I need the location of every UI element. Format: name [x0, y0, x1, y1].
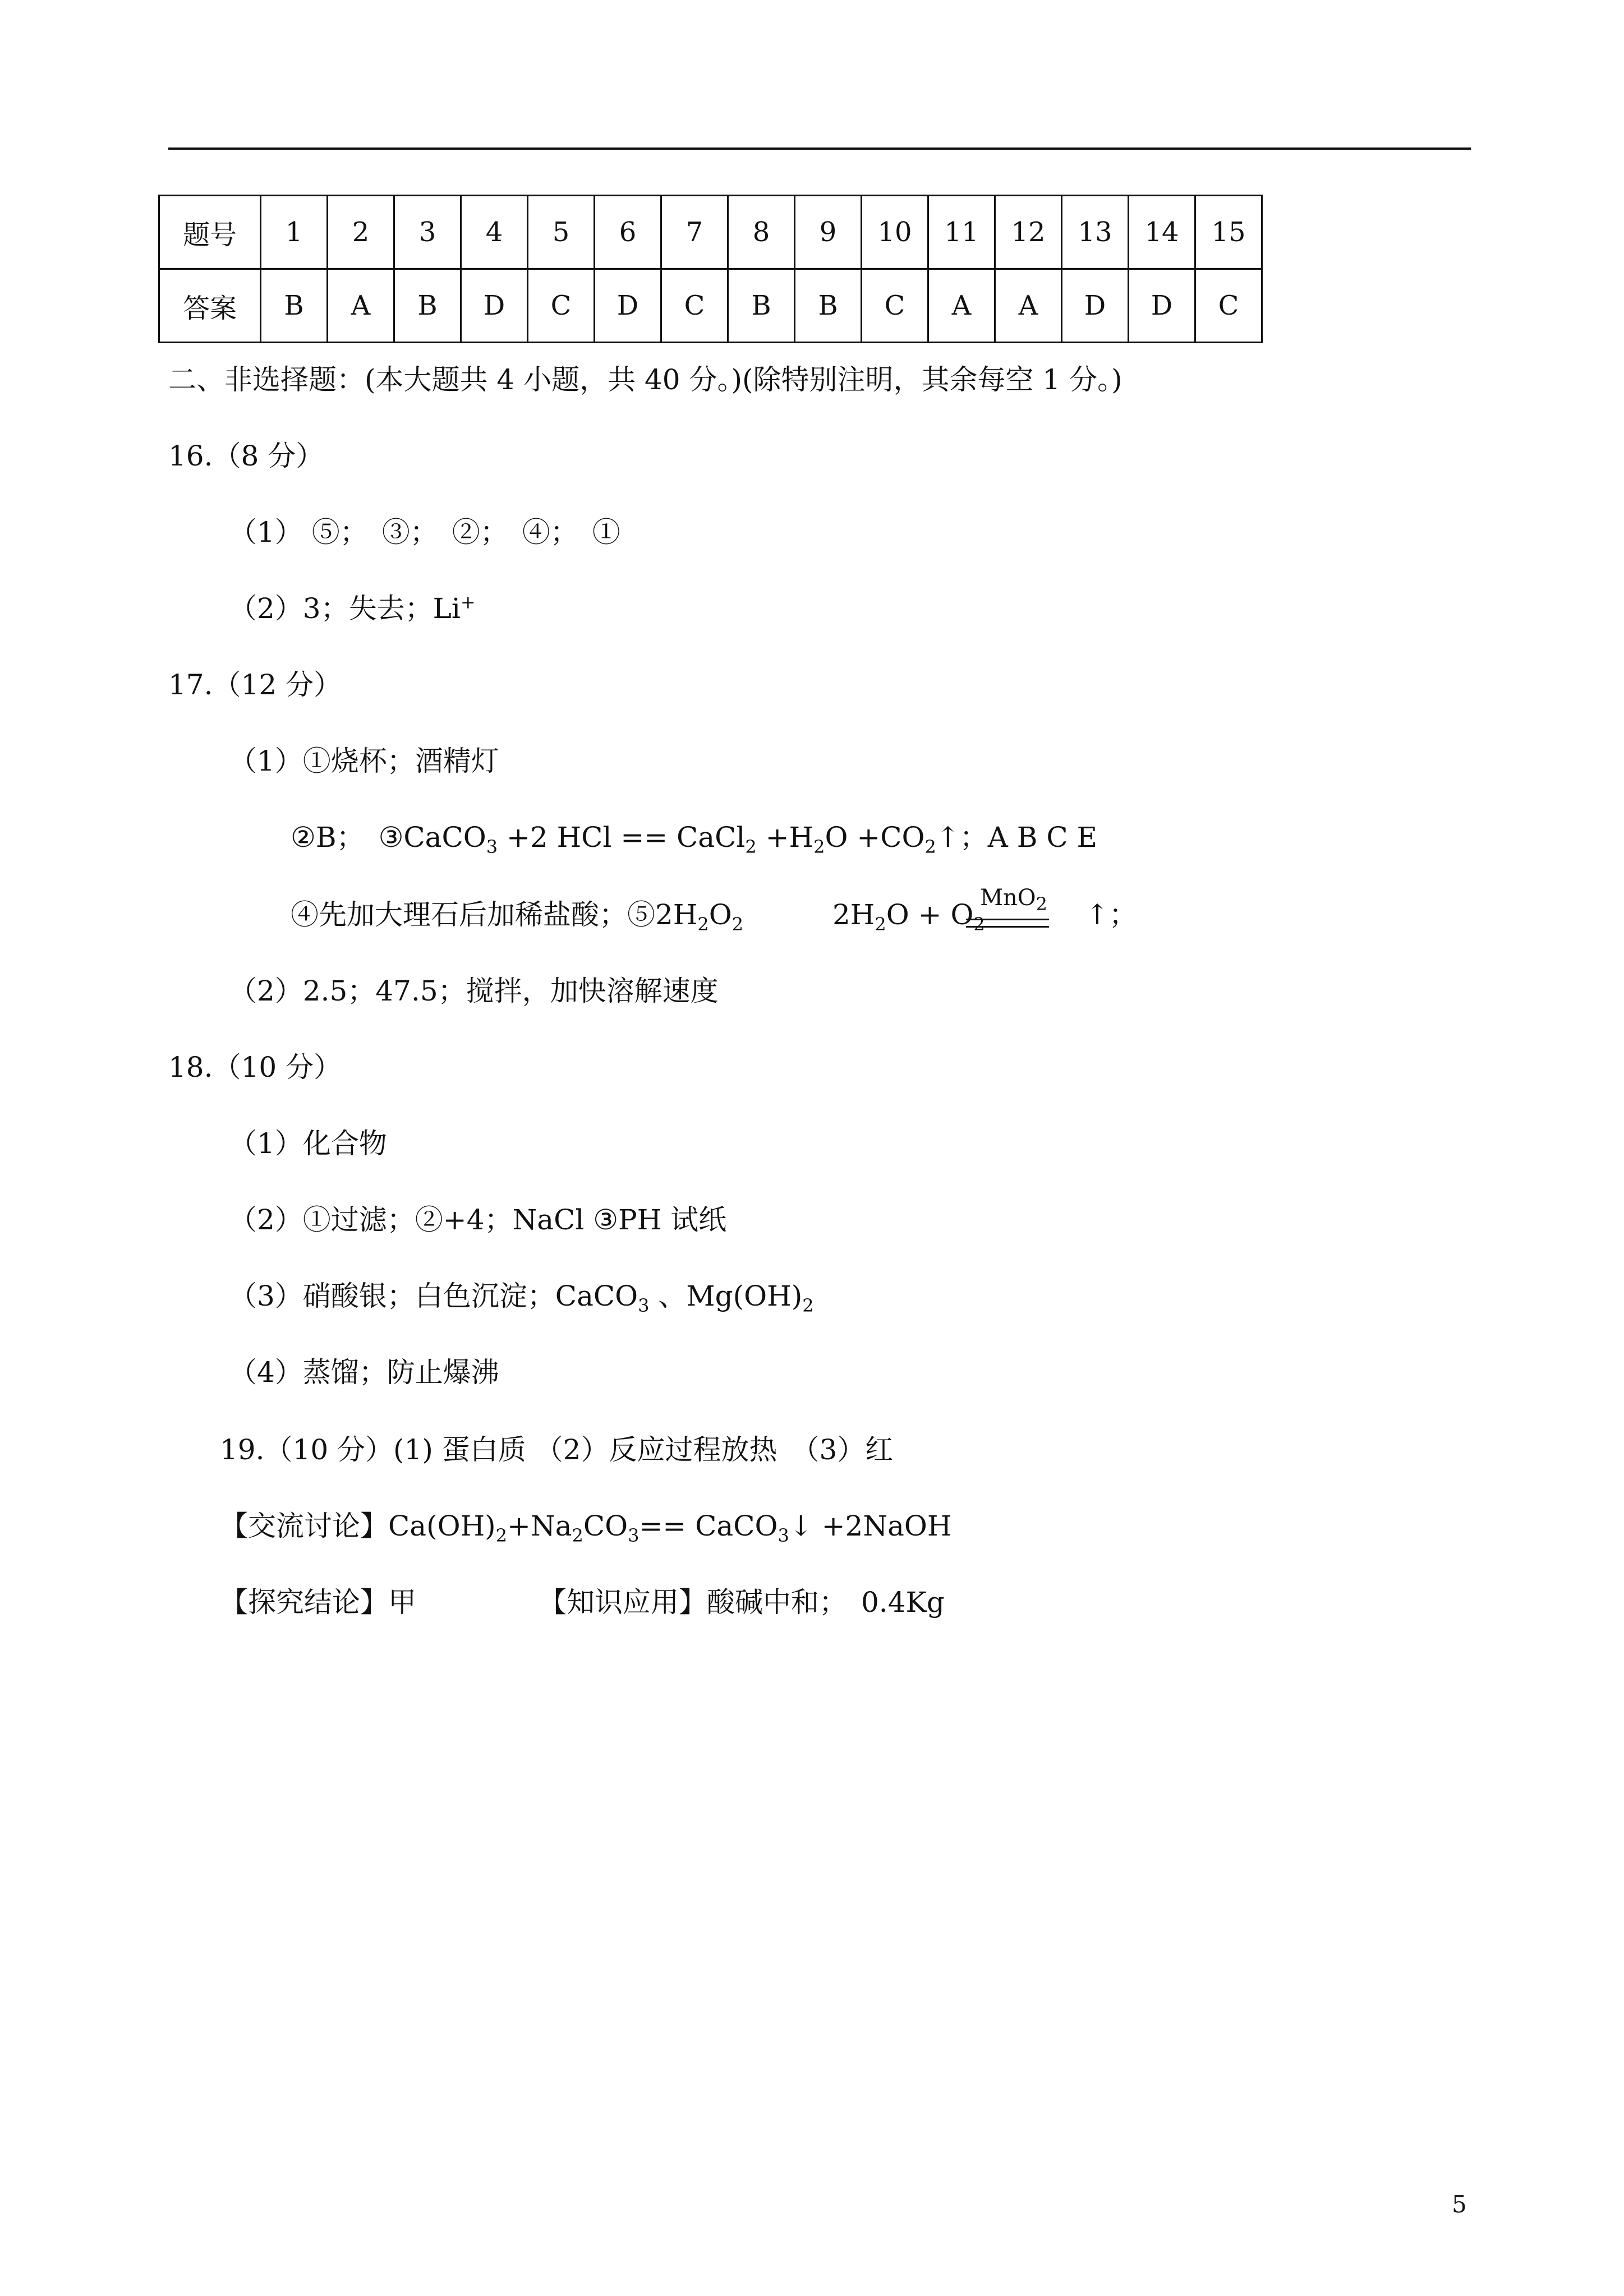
question-number: 1: [261, 196, 328, 269]
answer-cell: D: [1062, 269, 1129, 343]
q17-line-1: （1）①烧杯；酒精灯: [229, 745, 499, 777]
q18-line-1: （1）化合物: [229, 1127, 387, 1160]
q16-line-1: （1） ⑤； ③； ②； ④； ①: [229, 516, 620, 548]
section-heading: 二、非选择题：(本大题共 4 小题，共 40 分。)(除特别注明，其余每空 1 分。): [168, 363, 1122, 396]
question-number: 10: [862, 196, 928, 269]
answer-cell: B: [728, 269, 795, 343]
answer-cell: B: [261, 269, 328, 343]
row-label-number: 题号: [159, 196, 261, 269]
q18-line-4: （4）蒸馏；防止爆沸: [229, 1356, 499, 1389]
q17-line-3: ④先加大理石后加稀盐酸；$⑤2H_2O_2$: [291, 898, 744, 935]
answer-cell: C: [528, 269, 595, 343]
reaction-double-line: [966, 919, 1049, 928]
question-number: 13: [1062, 196, 1129, 269]
catalyst-label: MnO$_2$: [980, 885, 1047, 915]
question-number: 2: [328, 196, 394, 269]
answer-cell: A: [995, 269, 1062, 343]
question-number: 11: [928, 196, 995, 269]
q18-title: 18.（10 分）: [168, 1051, 342, 1084]
answer-cell: D: [461, 269, 528, 343]
page-number: 5: [1452, 2191, 1467, 2218]
q17-line-4: （2）2.5；47.5；搅拌，加快溶解速度: [229, 975, 719, 1007]
table-row-answers: [159, 269, 1262, 343]
answer-cell: B: [394, 269, 461, 343]
answer-cell: C: [862, 269, 928, 343]
q17-line-3-end: ↑；: [1085, 898, 1137, 931]
answer-cell: C: [661, 269, 728, 343]
q18-line-2: （2）①过滤；②+4；NaCl ③PH 试纸: [229, 1204, 727, 1236]
q19-line-2: 【交流讨论】$Ca(OH)_2+Na_2CO_3==$ CaCO$_3$↓ +2NaOH: [220, 1510, 952, 1546]
question-number: 6: [595, 196, 661, 269]
q18-line-3: （3）硝酸银；白色沉淀；CaCO$_3$ 、$Mg(OH)_2$: [229, 1280, 814, 1316]
q19-line-3-application: 【知识应用】酸碱中和； 0.4Kg: [539, 1586, 945, 1619]
answer-cell: A: [928, 269, 995, 343]
question-number: 9: [795, 196, 862, 269]
question-number: 8: [728, 196, 795, 269]
q16-title: 16.（8 分）: [168, 440, 324, 472]
question-number: 15: [1195, 196, 1262, 269]
question-number: 7: [661, 196, 728, 269]
q19-line-3-conclusion: 【探究结论】甲: [220, 1586, 416, 1619]
answer-cell: A: [328, 269, 394, 343]
question-number: 12: [995, 196, 1062, 269]
q17-line-2: ②B； ③CaCO$_3$ +2 HCl == CaCl$_2$ $+H_2O$ $+CO_2↑$；A B C E: [291, 821, 1098, 857]
row-label-answer: 答案: [159, 269, 261, 343]
q16-line-2: （2）3；失去；Li+: [229, 591, 476, 625]
question-number: 5: [528, 196, 595, 269]
answer-cell: B: [795, 269, 862, 343]
table-row-numbers: [159, 196, 1262, 269]
question-number: 4: [461, 196, 528, 269]
header-rule: [168, 147, 1471, 150]
q17-line-3-products: $2H_2O + O_2$: [832, 898, 985, 935]
question-number: 3: [394, 196, 461, 269]
answer-cell: D: [595, 269, 661, 343]
q17-title: 17.（12 分）: [168, 668, 342, 701]
q19-line-1: 19.（10 分）(1) 蛋白质 （2）反应过程放热 （3）红: [220, 1433, 894, 1466]
question-number: 14: [1129, 196, 1195, 269]
answer-cell: D: [1129, 269, 1195, 343]
answer-table: [158, 195, 1263, 343]
answer-cell: C: [1195, 269, 1262, 343]
